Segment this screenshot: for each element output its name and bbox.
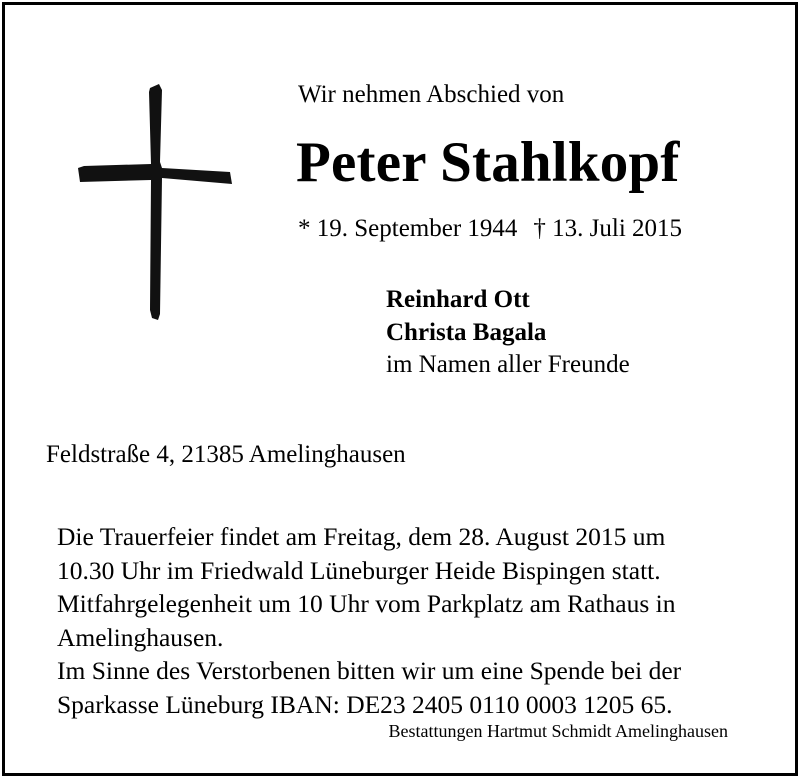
body-line: Die Trauerfeier findet am Freitag, dem 28. August 2015 um [57, 522, 666, 551]
cross-icon [74, 82, 236, 322]
funeral-details [57, 520, 681, 721]
deceased-name: Peter Stahlkopf [296, 131, 680, 194]
address: Feldstraße 4, 21385 Amelinghausen [46, 441, 406, 468]
body-line: 10.30 Uhr im Friedwald Lüneburger Heide Bispingen statt. [57, 555, 661, 585]
undertaker-credit: Bestattungen Hartmut Schmidt Amelinghausen [388, 721, 728, 741]
intro-text: Wir nehmen Abschied von [298, 81, 565, 108]
body-line: Im Sinne des Verstorbenen bitten wir um eine Spende bei der [57, 656, 682, 685]
mourner-name: Reinhard Ott [386, 286, 530, 313]
mourner-note: im Namen aller Freunde [386, 351, 630, 378]
life-dates [298, 216, 682, 241]
body-line: Sparkasse Lüneburg IBAN: DE23 2405 0110 0003 1205 65. [57, 689, 673, 719]
birth-date: * 19. September 1944 [298, 215, 518, 242]
mourner-name: Christa Bagala [386, 319, 547, 346]
death-date: † 13. Juli 2015 [533, 215, 683, 242]
body-line: Mitfahrgelegenheit um 10 Uhr vom Parkplatz am Rathaus in [57, 589, 676, 618]
body-line: Amelinghausen. [57, 622, 224, 652]
